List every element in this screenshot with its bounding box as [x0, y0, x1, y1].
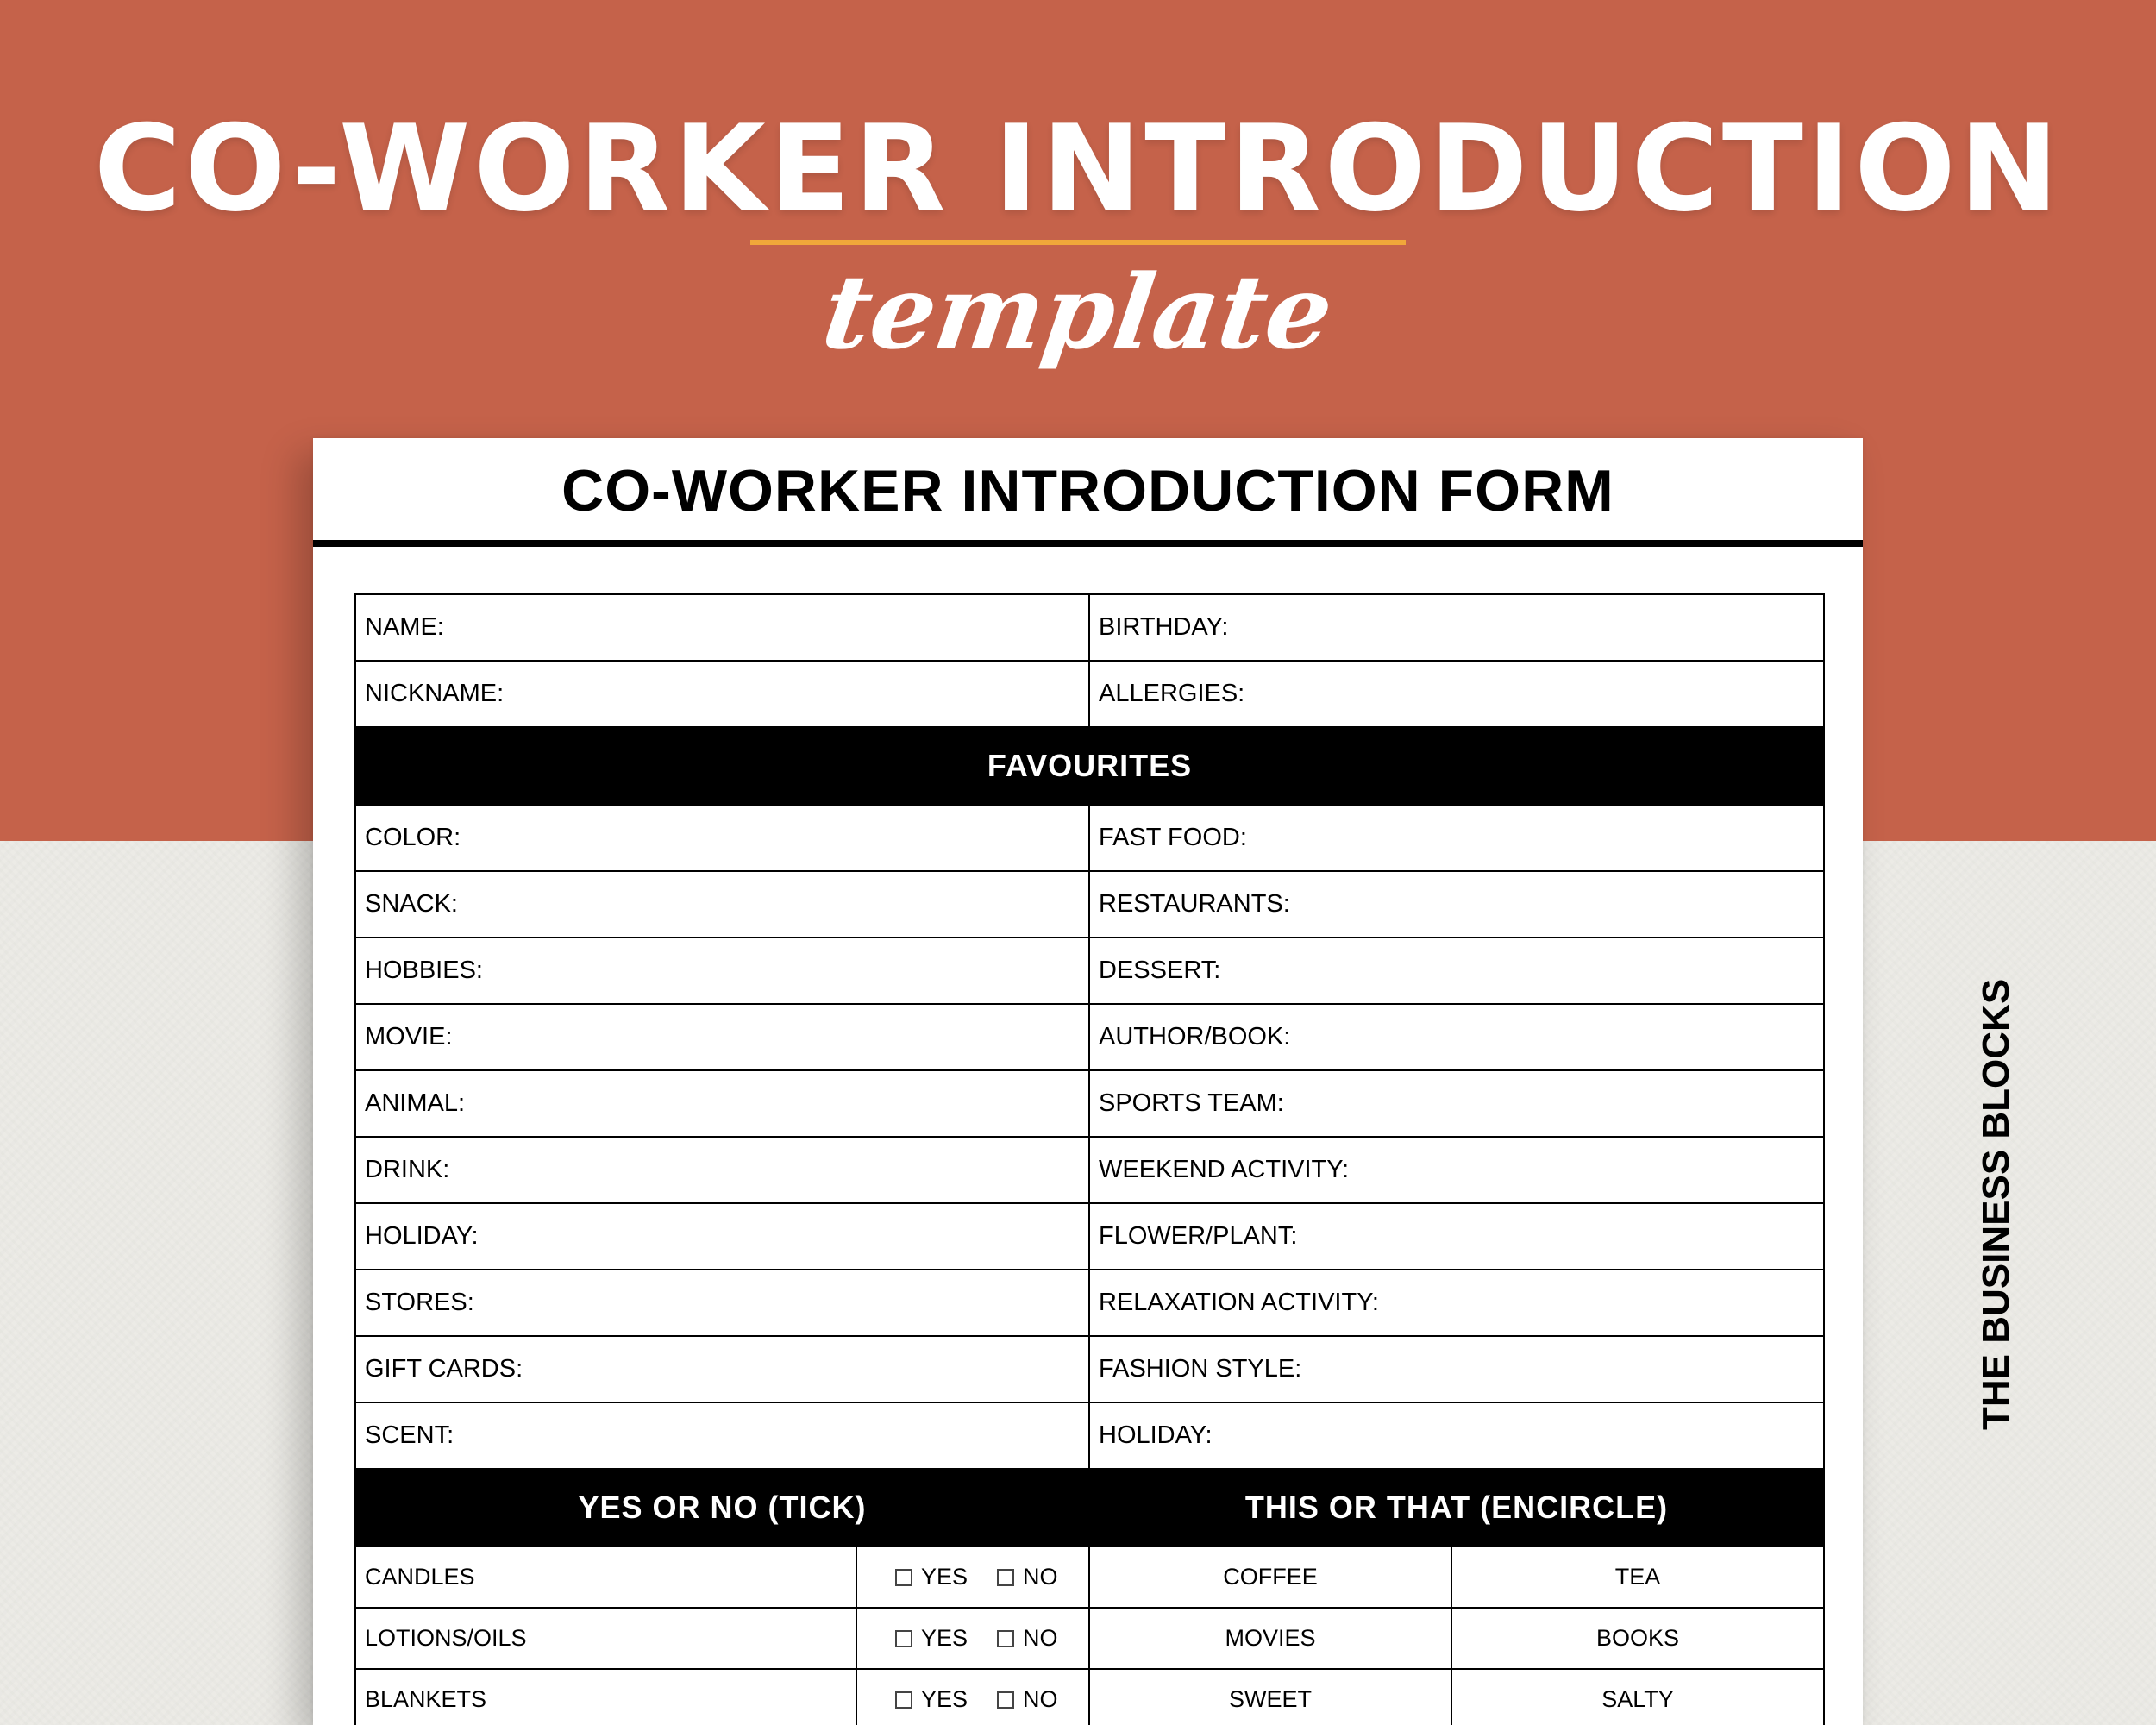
field-gift-cards[interactable]: GIFT CARDS: — [355, 1336, 1089, 1402]
checkbox-icon[interactable] — [895, 1630, 912, 1647]
table-row — [355, 1070, 1824, 1137]
banner-title: CO-WORKER INTRODUCTION — [93, 99, 2063, 238]
option-a[interactable]: COFFEE — [1089, 1546, 1451, 1608]
checkbox-icon[interactable] — [895, 1691, 912, 1709]
title-rule — [313, 540, 1863, 547]
no-option[interactable] — [997, 1625, 1058, 1652]
table-row — [355, 1336, 1824, 1402]
field-snack[interactable]: SNACK: — [355, 871, 1089, 938]
checkbox-icon[interactable] — [997, 1630, 1014, 1647]
checkbox-icon[interactable] — [997, 1569, 1014, 1586]
field-allergies[interactable]: ALLERGIES: — [1089, 661, 1824, 727]
table-row — [355, 1203, 1824, 1270]
yes-label: YES — [921, 1686, 968, 1712]
checkbox-icon[interactable] — [895, 1569, 912, 1586]
table-row — [355, 1608, 1824, 1669]
brand-mark — [1971, 978, 2022, 1440]
table-row — [355, 1669, 1824, 1725]
table-row — [355, 1004, 1824, 1070]
choice-item-label: LOTIONS/OILS — [355, 1608, 856, 1669]
table-row — [355, 661, 1824, 727]
table-row — [355, 1546, 1824, 1608]
form-sheet — [313, 438, 1863, 1725]
no-label: NO — [1023, 1686, 1058, 1712]
section-header-row — [355, 727, 1824, 805]
field-color[interactable]: COLOR: — [355, 805, 1089, 871]
banner-subtitle: template — [816, 252, 1340, 372]
form-table — [354, 593, 1825, 1725]
table-row — [355, 594, 1824, 661]
yes-no-checkboxes — [856, 1546, 1089, 1608]
yes-option[interactable] — [895, 1625, 968, 1652]
no-option[interactable] — [997, 1564, 1058, 1590]
no-option[interactable] — [997, 1686, 1058, 1713]
table-row — [355, 871, 1824, 938]
field-dessert[interactable]: DESSERT: — [1089, 938, 1824, 1004]
field-animal[interactable]: ANIMAL: — [355, 1070, 1089, 1137]
table-row — [355, 1137, 1824, 1203]
field-drink[interactable]: DRINK: — [355, 1137, 1089, 1203]
field-flower-plant[interactable]: FLOWER/PLANT: — [1089, 1203, 1824, 1270]
table-row — [355, 1270, 1824, 1336]
yes-no-header: YES OR NO (TICK) — [355, 1469, 1089, 1546]
field-sports-team[interactable]: SPORTS TEAM: — [1089, 1070, 1824, 1137]
yes-label: YES — [921, 1625, 968, 1651]
field-hobbies[interactable]: HOBBIES: — [355, 938, 1089, 1004]
no-label: NO — [1023, 1564, 1058, 1590]
field-stores[interactable]: STORES: — [355, 1270, 1089, 1336]
banner-divider — [750, 240, 1406, 245]
field-scent[interactable]: SCENT: — [355, 1402, 1089, 1469]
form-title: CO-WORKER INTRODUCTION FORM — [561, 458, 1614, 524]
field-author-book[interactable]: AUTHOR/BOOK: — [1089, 1004, 1824, 1070]
table-row — [355, 938, 1824, 1004]
choice-item-label: CANDLES — [355, 1546, 856, 1608]
section-header-row — [355, 1469, 1824, 1546]
this-or-that-header: THIS OR THAT (ENCIRCLE) — [1089, 1469, 1824, 1546]
option-b[interactable]: SALTY — [1451, 1669, 1824, 1725]
field-movie[interactable]: MOVIE: — [355, 1004, 1089, 1070]
yes-label: YES — [921, 1564, 968, 1590]
brand-name: THE BUSINESS BLOCKS — [1975, 978, 2017, 1430]
option-b[interactable]: TEA — [1451, 1546, 1824, 1608]
field-restaurants[interactable]: RESTAURANTS: — [1089, 871, 1824, 938]
table-row — [355, 1402, 1824, 1469]
yes-option[interactable] — [895, 1686, 968, 1713]
yes-no-checkboxes — [856, 1608, 1089, 1669]
field-relaxation-activity[interactable]: RELAXATION ACTIVITY: — [1089, 1270, 1824, 1336]
field-birthday[interactable]: BIRTHDAY: — [1089, 594, 1824, 661]
option-b[interactable]: BOOKS — [1451, 1608, 1824, 1669]
field-weekend-activity[interactable]: WEEKEND ACTIVITY: — [1089, 1137, 1824, 1203]
field-name[interactable]: NAME: — [355, 594, 1089, 661]
option-a[interactable]: MOVIES — [1089, 1608, 1451, 1669]
field-nickname[interactable]: NICKNAME: — [355, 661, 1089, 727]
field-fast-food[interactable]: FAST FOOD: — [1089, 805, 1824, 871]
field-holiday[interactable]: HOLIDAY: — [355, 1203, 1089, 1270]
option-a[interactable]: SWEET — [1089, 1669, 1451, 1725]
yes-no-checkboxes — [856, 1669, 1089, 1725]
favourites-header: FAVOURITES — [355, 727, 1824, 805]
no-label: NO — [1023, 1625, 1058, 1651]
field-fashion-style[interactable]: FASHION STYLE: — [1089, 1336, 1824, 1402]
table-row — [355, 805, 1824, 871]
choice-item-label: BLANKETS — [355, 1669, 856, 1725]
field-holiday-2[interactable]: HOLIDAY: — [1089, 1402, 1824, 1469]
yes-option[interactable] — [895, 1564, 968, 1590]
checkbox-icon[interactable] — [997, 1691, 1014, 1709]
